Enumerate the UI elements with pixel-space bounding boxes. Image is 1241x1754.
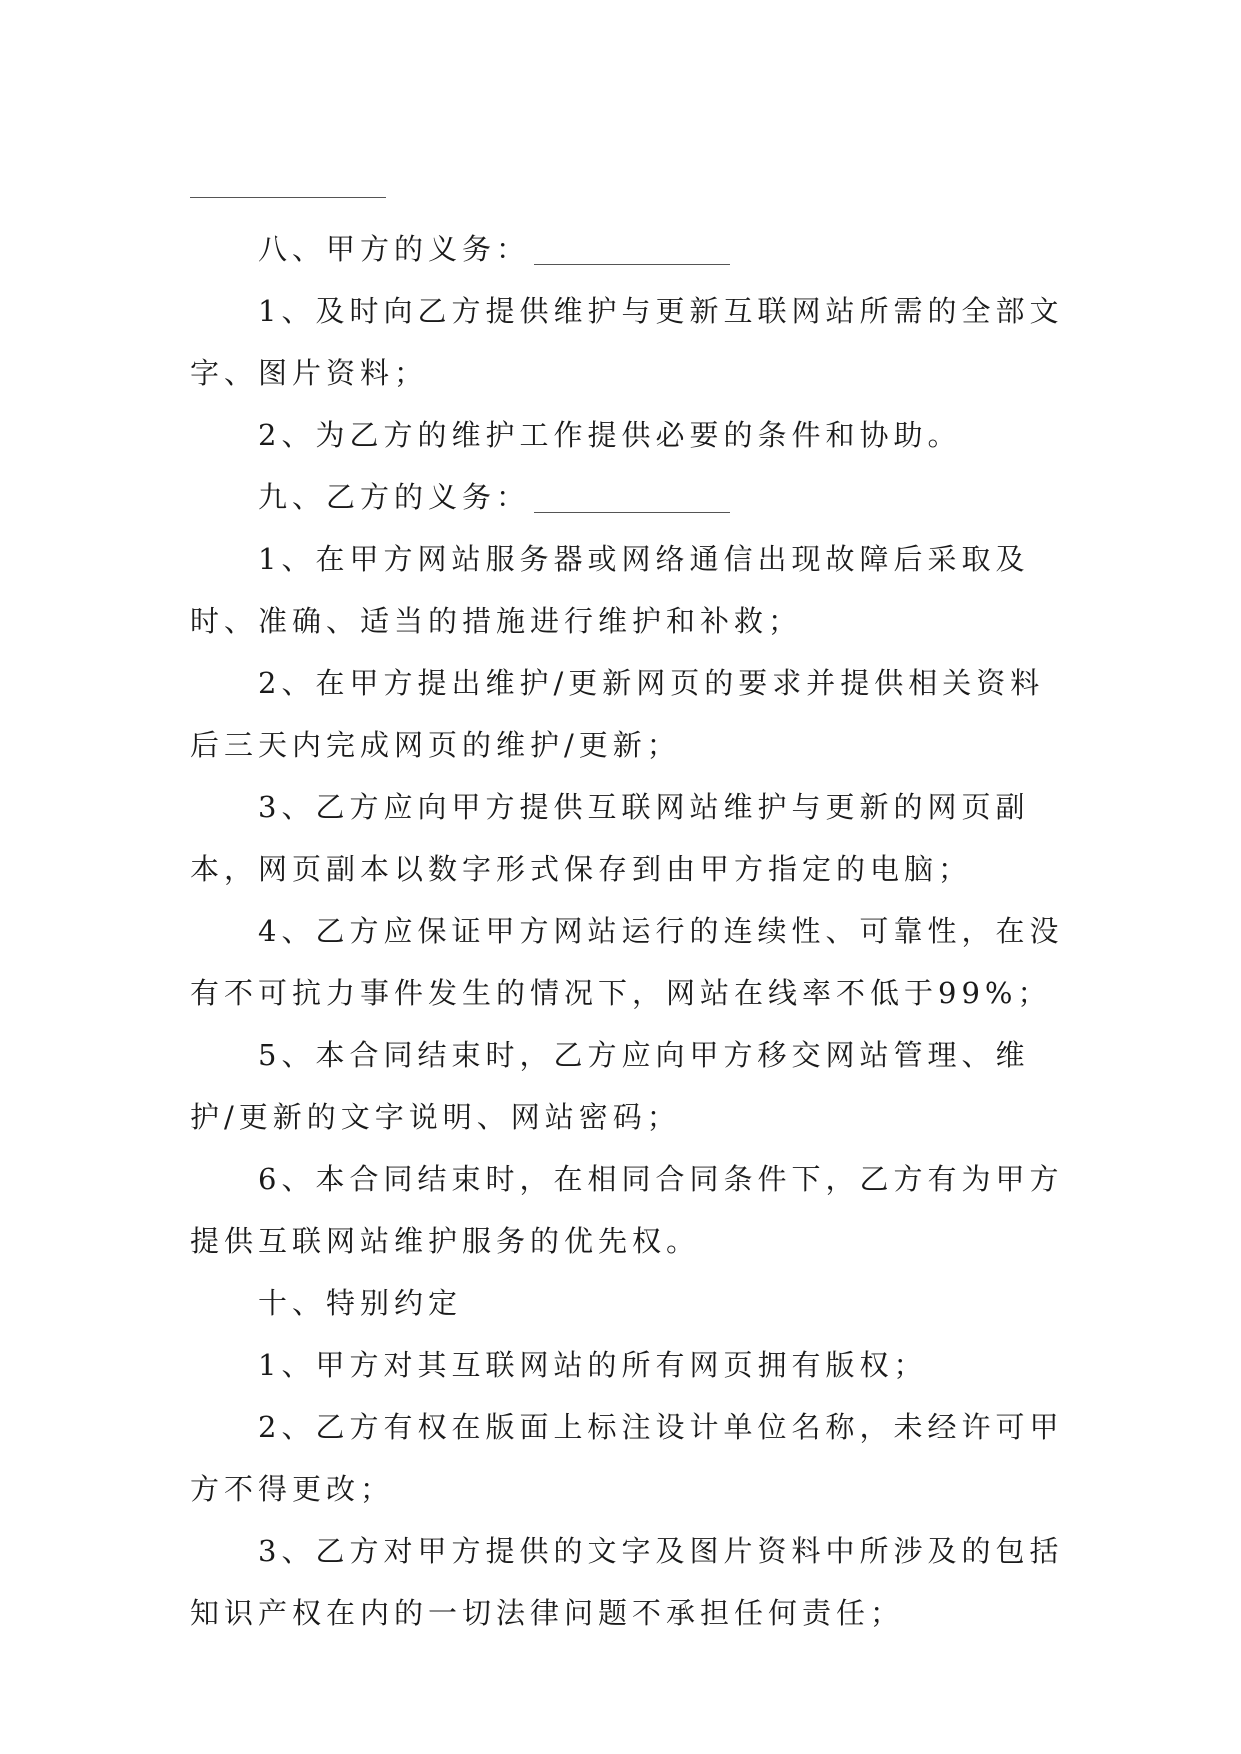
section-9-heading: 九、乙方的义务： [258,480,531,514]
section-heading [190,466,1070,528]
clause: 3、乙方应向甲方提供互联网站维护与更新的网页副本，网页副本以数字形式保存到由甲方指定的电脑； [190,790,1030,886]
clause: 2、为乙方的维护工作提供必要的条件和协助。 [258,418,962,452]
clause: 2、乙方有权在版面上标注设计单位名称，未经许可甲方不得更改； [190,1410,1064,1506]
clause: 1、及时向乙方提供维护与更新互联网站所需的全部文字、图片资料； [190,294,1064,390]
clause: 1、甲方对其互联网站的所有网页拥有版权； [258,1348,928,1382]
section-10-heading: 十、特别约定 [258,1286,463,1320]
clause: 5、本合同结束时，乙方应向甲方移交网站管理、维护/更新的文字说明、网站密码； [190,1038,1030,1134]
section-heading [190,218,1070,280]
clause: 6、本合同结束时，在相同合同条件下，乙方有为甲方提供互联网站维护服务的优先权。 [190,1162,1064,1258]
clause: 3、乙方对甲方提供的文字及图片资料中所涉及的包括知识产权在内的一切法律问题不承担任何责任； [190,1534,1064,1630]
fill-in-blank [534,478,730,513]
fill-in-blank [534,230,730,265]
clause: 2、在甲方提出维护/更新网页的要求并提供相关资料后三天内完成网页的维护/更新； [190,666,1045,762]
section-8-heading: 八、甲方的义务： [258,232,531,266]
clause: 1、在甲方网站服务器或网络通信出现故障后采取及时、准确、适当的措施进行维护和补救； [190,542,1030,638]
fill-in-line [190,197,386,198]
clause: 4、乙方应保证甲方网站运行的连续性、可靠性，在没有不可抗力事件发生的情况下，网站在线率不低于99%； [190,914,1064,1010]
contract-body [190,218,1070,1644]
